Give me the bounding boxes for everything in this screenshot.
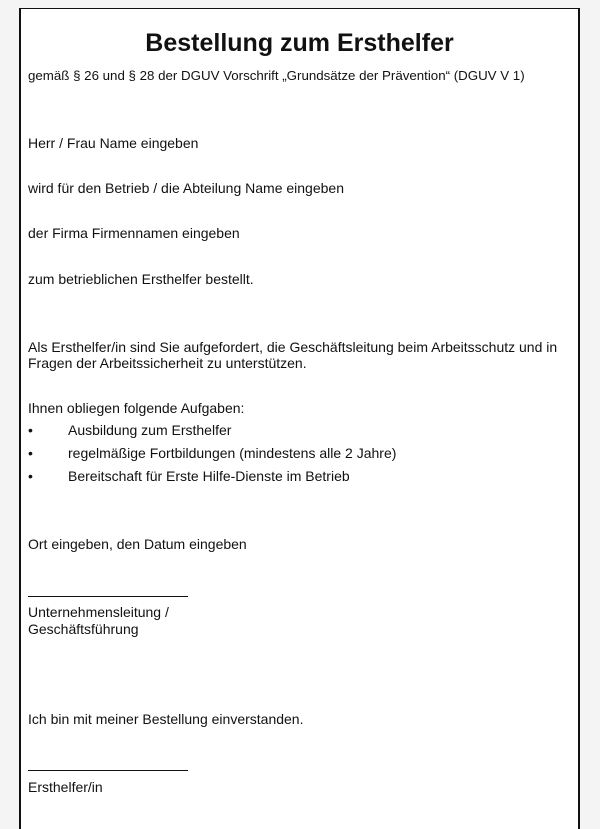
management-signature-label-1: Unternehmensleitung /: [28, 604, 169, 620]
name-line: Herr / Frau Name eingeben: [28, 135, 199, 151]
bullet-icon: •: [28, 468, 33, 484]
bullet-icon: •: [28, 445, 33, 461]
task-text: Bereitschaft für Erste Hilfe-Dienste im Betrieb: [68, 468, 350, 484]
consent-line: Ich bin mit meiner Bestellung einverstanden.: [28, 711, 304, 727]
first-aider-signature-label: Ersthelfer/in: [28, 779, 103, 795]
bullet-icon: •: [28, 422, 33, 438]
place-date-line: Ort eingeben, den Datum eingeben: [28, 536, 247, 552]
management-signature-label-2: Geschäftsführung: [28, 621, 139, 637]
tasks-heading: Ihnen obliegen folgende Aufgaben:: [28, 400, 245, 416]
document-page: [19, 8, 580, 829]
document-title: Bestellung zum Ersthelfer: [145, 29, 454, 57]
appointed-line: zum betrieblichen Ersthelfer bestellt.: [28, 271, 254, 287]
request-line-2: Fragen der Arbeitssicherheit zu unterstützen.: [28, 355, 307, 371]
task-text: regelmäßige Fortbildungen (mindestens alle 2 Jahre): [68, 445, 397, 461]
department-line: wird für den Betrieb / die Abteilung Name eingeben: [28, 180, 344, 196]
document-subtitle: gemäß § 26 und § 28 der DGUV Vorschrift „Grundsätze der Prävention“ (DGUV V 1): [28, 68, 525, 83]
first-aider-signature-line: [28, 770, 188, 771]
company-line: der Firma Firmennamen eingeben: [28, 225, 240, 241]
request-line-1: Als Ersthelfer/in sind Sie aufgefordert, die Geschäftsleitung beim Arbeitsschutz und in: [28, 339, 558, 355]
management-signature-line: [28, 596, 188, 597]
task-text: Ausbildung zum Ersthelfer: [68, 422, 232, 438]
